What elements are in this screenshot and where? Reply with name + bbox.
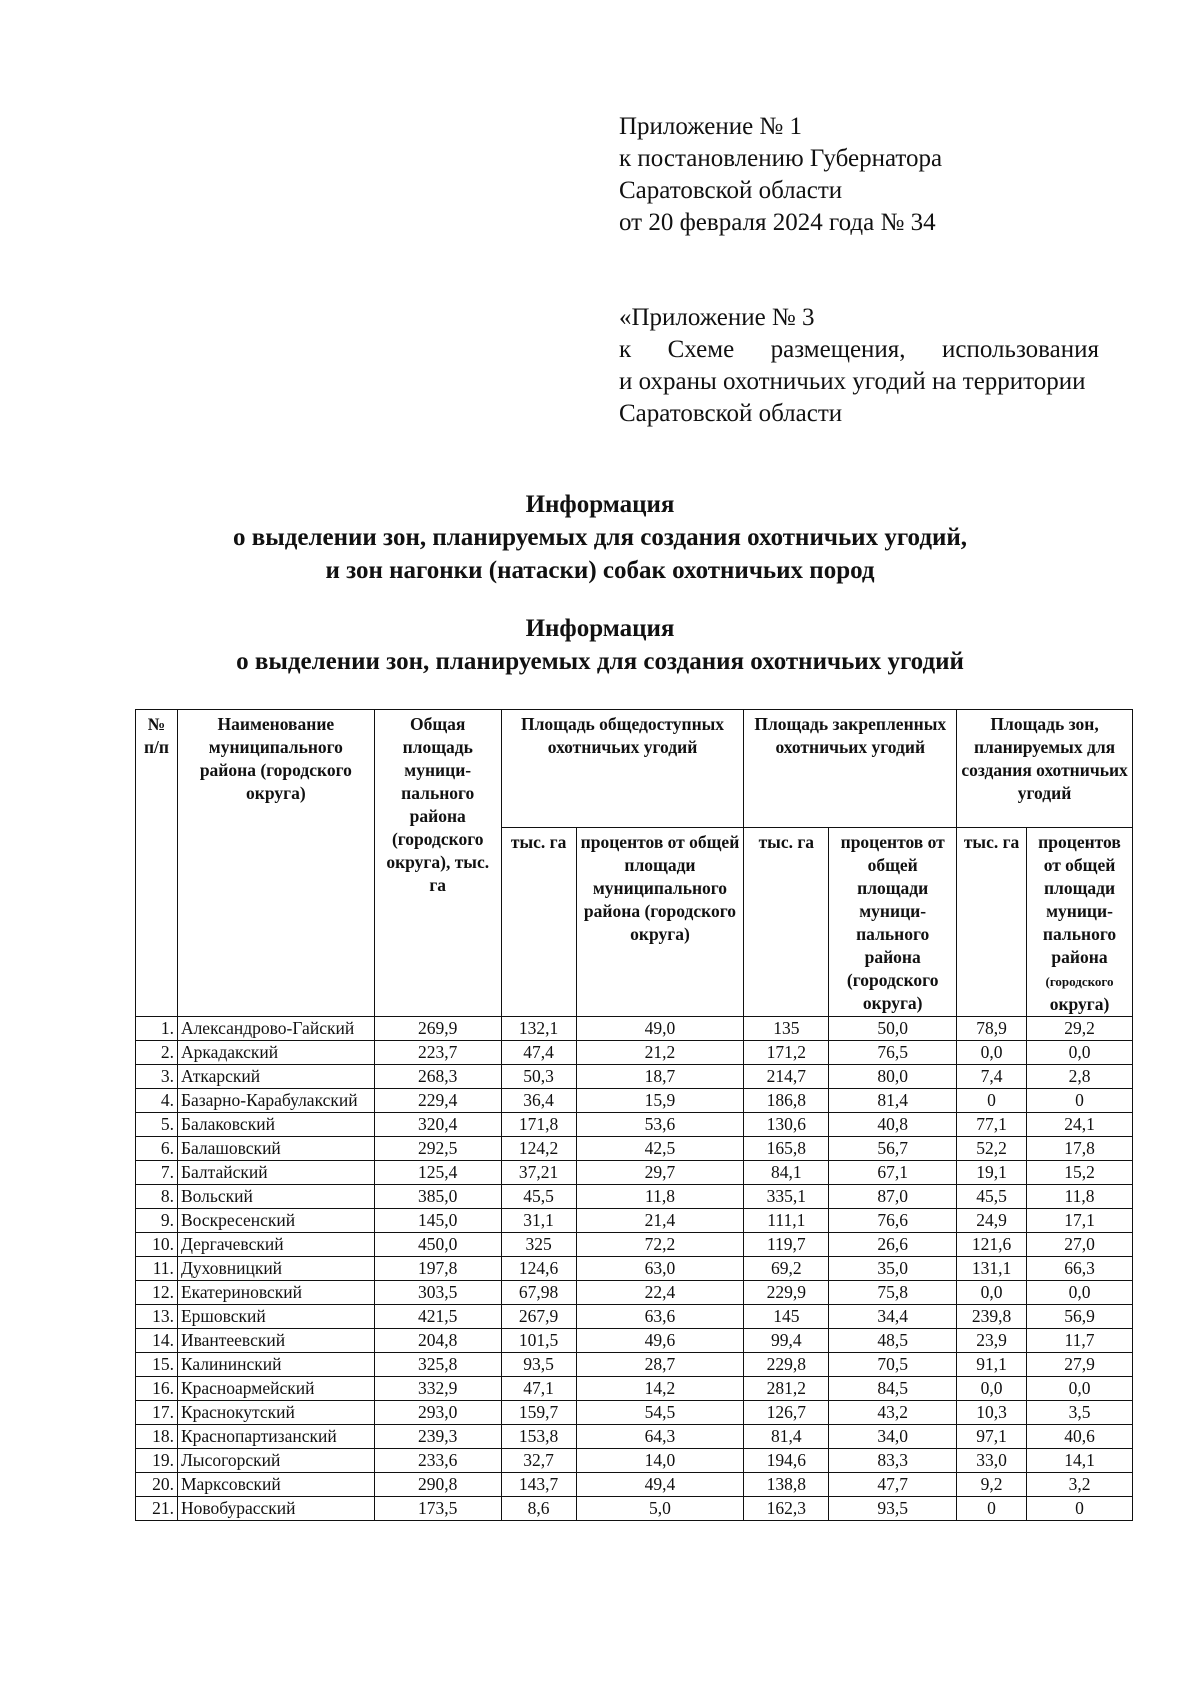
table-row — [136, 1185, 1133, 1209]
district-name: Краснопартизанский — [177, 1425, 374, 1449]
total-area: 325,8 — [374, 1353, 501, 1377]
district-name: Ершовский — [177, 1305, 374, 1329]
assigned-thous-ha: 229,8 — [744, 1353, 829, 1377]
heading-line: о выделении зон, планируемых для создания охотничьих угодий — [236, 648, 964, 675]
public-pct: 18,7 — [576, 1065, 744, 1089]
table-row — [136, 1113, 1133, 1137]
planned-pct: 0 — [1027, 1089, 1133, 1113]
row-number: 11. — [136, 1257, 178, 1281]
assigned-pct: 81,4 — [829, 1089, 957, 1113]
total-area: 290,8 — [374, 1473, 501, 1497]
appendix-3-line: к Схеме размещения, использования — [619, 336, 1099, 363]
total-area: 173,5 — [374, 1497, 501, 1521]
planned-pct: 3,5 — [1027, 1401, 1133, 1425]
table-row — [136, 1065, 1133, 1089]
public-thous-ha: 325 — [501, 1233, 576, 1257]
district-name: Марксовский — [177, 1473, 374, 1497]
assigned-pct: 80,0 — [829, 1065, 957, 1089]
public-pct: 14,2 — [576, 1377, 744, 1401]
planned-pct: 3,2 — [1027, 1473, 1133, 1497]
planned-thous-ha: 45,5 — [957, 1185, 1027, 1209]
public-pct: 21,2 — [576, 1041, 744, 1065]
assigned-thous-ha: 229,9 — [744, 1281, 829, 1305]
planned-pct: 24,1 — [1027, 1113, 1133, 1137]
table-row — [136, 1425, 1133, 1449]
public-pct: 72,2 — [576, 1233, 744, 1257]
total-area: 239,3 — [374, 1425, 501, 1449]
assigned-pct: 75,8 — [829, 1281, 957, 1305]
planned-pct: 14,1 — [1027, 1449, 1133, 1473]
row-number: 4. — [136, 1089, 178, 1113]
total-area: 450,0 — [374, 1233, 501, 1257]
assigned-thous-ha: 119,7 — [744, 1233, 829, 1257]
total-area: 197,8 — [374, 1257, 501, 1281]
public-pct: 5,0 — [576, 1497, 744, 1521]
planned-pct: 0,0 — [1027, 1281, 1133, 1305]
district-name: Дергачевский — [177, 1233, 374, 1257]
total-area: 229,4 — [374, 1089, 501, 1113]
table-row — [136, 1497, 1133, 1521]
assigned-thous-ha: 69,2 — [744, 1257, 829, 1281]
assigned-pct: 56,7 — [829, 1137, 957, 1161]
district-name: Александрово-Гайский — [177, 1017, 374, 1041]
assigned-pct: 83,3 — [829, 1449, 957, 1473]
table-row — [136, 1233, 1133, 1257]
public-thous-ha: 50,3 — [501, 1065, 576, 1089]
public-pct: 49,0 — [576, 1017, 744, 1041]
public-thous-ha: 47,4 — [501, 1041, 576, 1065]
row-number: 2. — [136, 1041, 178, 1065]
planned-pct: 29,2 — [1027, 1017, 1133, 1041]
planned-thous-ha: 91,1 — [957, 1353, 1027, 1377]
assigned-pct: 43,2 — [829, 1401, 957, 1425]
total-area: 293,0 — [374, 1401, 501, 1425]
row-number: 15. — [136, 1353, 178, 1377]
assigned-pct: 70,5 — [829, 1353, 957, 1377]
table-row — [136, 1137, 1133, 1161]
row-number: 9. — [136, 1209, 178, 1233]
header-public-area: Площадь общедоступных охотничьих угодий — [501, 710, 744, 828]
subheader-planned-thous-ha: тыс. га — [957, 828, 1027, 1017]
subheader-assigned-thous-ha: тыс. га — [744, 828, 829, 1017]
table-row — [136, 1161, 1133, 1185]
assigned-pct: 34,4 — [829, 1305, 957, 1329]
public-pct: 49,6 — [576, 1329, 744, 1353]
district-name: Ивантеевский — [177, 1329, 374, 1353]
zones-table — [135, 709, 1133, 1521]
row-number: 16. — [136, 1377, 178, 1401]
table-row — [136, 1473, 1133, 1497]
planned-thous-ha: 0 — [957, 1497, 1027, 1521]
total-area: 303,5 — [374, 1281, 501, 1305]
table-row — [136, 1305, 1133, 1329]
table-row — [136, 1209, 1133, 1233]
assigned-thous-ha: 126,7 — [744, 1401, 829, 1425]
total-area: 292,5 — [374, 1137, 501, 1161]
public-thous-ha: 159,7 — [501, 1401, 576, 1425]
public-thous-ha: 36,4 — [501, 1089, 576, 1113]
public-thous-ha: 45,5 — [501, 1185, 576, 1209]
district-name: Балтайский — [177, 1161, 374, 1185]
table-row — [136, 1257, 1133, 1281]
planned-thous-ha: 0,0 — [957, 1281, 1027, 1305]
planned-pct: 15,2 — [1027, 1161, 1133, 1185]
planned-pct: 17,1 — [1027, 1209, 1133, 1233]
total-area: 223,7 — [374, 1041, 501, 1065]
row-number: 7. — [136, 1161, 178, 1185]
table-row — [136, 1401, 1133, 1425]
appendix-3-line: Саратовской области — [619, 400, 843, 427]
public-pct: 29,7 — [576, 1161, 744, 1185]
public-pct: 54,5 — [576, 1401, 744, 1425]
row-number: 5. — [136, 1113, 178, 1137]
public-thous-ha: 124,6 — [501, 1257, 576, 1281]
assigned-thous-ha: 335,1 — [744, 1185, 829, 1209]
assigned-pct: 84,5 — [829, 1377, 957, 1401]
row-number: 19. — [136, 1449, 178, 1473]
public-pct: 49,4 — [576, 1473, 744, 1497]
planned-thous-ha: 77,1 — [957, 1113, 1027, 1137]
public-pct: 15,9 — [576, 1089, 744, 1113]
table-row — [136, 1017, 1133, 1041]
table-row — [136, 1329, 1133, 1353]
public-thous-ha: 101,5 — [501, 1329, 576, 1353]
appendix-3-line: «Приложение № 3 — [619, 304, 815, 331]
table-row — [136, 1089, 1133, 1113]
header-assigned-area: Площадь закрепленных охотничьих угодий — [744, 710, 957, 828]
assigned-thous-ha: 111,1 — [744, 1209, 829, 1233]
public-pct: 53,6 — [576, 1113, 744, 1137]
assigned-thous-ha: 99,4 — [744, 1329, 829, 1353]
assigned-pct: 93,5 — [829, 1497, 957, 1521]
planned-thous-ha: 9,2 — [957, 1473, 1027, 1497]
district-name: Базарно-Карабулакский — [177, 1089, 374, 1113]
assigned-thous-ha: 145 — [744, 1305, 829, 1329]
assigned-thous-ha: 214,7 — [744, 1065, 829, 1089]
planned-pct: 11,7 — [1027, 1329, 1133, 1353]
header-planned-area: Площадь зон, планируемых для создания охотничьих угодий — [957, 710, 1133, 828]
planned-pct: 66,3 — [1027, 1257, 1133, 1281]
assigned-thous-ha: 135 — [744, 1017, 829, 1041]
row-number: 21. — [136, 1497, 178, 1521]
assigned-pct: 34,0 — [829, 1425, 957, 1449]
public-pct: 14,0 — [576, 1449, 744, 1473]
district-name: Балашовский — [177, 1137, 374, 1161]
header-total-area: Общая площадь муници-пального района (городского округа), тыс. га — [374, 710, 501, 1017]
planned-pct: 40,6 — [1027, 1425, 1133, 1449]
total-area: 385,0 — [374, 1185, 501, 1209]
row-number: 1. — [136, 1017, 178, 1041]
subheader-planned-pct — [1027, 828, 1133, 1017]
assigned-pct: 76,6 — [829, 1209, 957, 1233]
main-heading — [0, 488, 1200, 587]
planned-thous-ha: 78,9 — [957, 1017, 1027, 1041]
public-pct: 11,8 — [576, 1185, 744, 1209]
planned-thous-ha: 97,1 — [957, 1425, 1027, 1449]
district-name: Аркадакский — [177, 1041, 374, 1065]
planned-pct: 27,9 — [1027, 1353, 1133, 1377]
public-thous-ha: 267,9 — [501, 1305, 576, 1329]
public-pct: 64,3 — [576, 1425, 744, 1449]
district-name: Вольский — [177, 1185, 374, 1209]
assigned-pct: 35,0 — [829, 1257, 957, 1281]
assigned-pct: 67,1 — [829, 1161, 957, 1185]
appendix-1-block — [619, 111, 1099, 239]
appendix-3-block — [619, 302, 1099, 430]
assigned-thous-ha: 130,6 — [744, 1113, 829, 1137]
public-thous-ha: 47,1 — [501, 1377, 576, 1401]
assigned-thous-ha: 138,8 — [744, 1473, 829, 1497]
appendix-1-line: Саратовской области — [619, 177, 843, 204]
public-thous-ha: 124,2 — [501, 1137, 576, 1161]
assigned-pct: 47,7 — [829, 1473, 957, 1497]
planned-thous-ha: 131,1 — [957, 1257, 1027, 1281]
planned-thous-ha: 0,0 — [957, 1041, 1027, 1065]
planned-thous-ha: 239,8 — [957, 1305, 1027, 1329]
assigned-pct: 26,6 — [829, 1233, 957, 1257]
appendix-1-line: Приложение № 1 — [619, 113, 803, 140]
public-thous-ha: 171,8 — [501, 1113, 576, 1137]
appendix-3-line: и охраны охотничьих угодий на территории — [619, 368, 1086, 395]
table-header-row — [136, 710, 1133, 828]
total-area: 125,4 — [374, 1161, 501, 1185]
assigned-thous-ha: 162,3 — [744, 1497, 829, 1521]
planned-pct: 0,0 — [1027, 1377, 1133, 1401]
appendix-1-line: к постановлению Губернатора — [619, 145, 943, 172]
public-thous-ha: 132,1 — [501, 1017, 576, 1041]
public-thous-ha: 153,8 — [501, 1425, 576, 1449]
district-name: Духовницкий — [177, 1257, 374, 1281]
assigned-thous-ha: 81,4 — [744, 1425, 829, 1449]
planned-thous-ha: 24,9 — [957, 1209, 1027, 1233]
row-number: 14. — [136, 1329, 178, 1353]
table-row — [136, 1377, 1133, 1401]
planned-pct: 17,8 — [1027, 1137, 1133, 1161]
table-row — [136, 1041, 1133, 1065]
district-name: Екатериновский — [177, 1281, 374, 1305]
assigned-pct: 87,0 — [829, 1185, 957, 1209]
public-thous-ha: 31,1 — [501, 1209, 576, 1233]
district-name: Красноармейский — [177, 1377, 374, 1401]
district-name: Краснокутский — [177, 1401, 374, 1425]
planned-thous-ha: 0 — [957, 1089, 1027, 1113]
planned-thous-ha: 0,0 — [957, 1377, 1027, 1401]
public-pct: 28,7 — [576, 1353, 744, 1377]
row-number: 18. — [136, 1425, 178, 1449]
subheader-public-thous-ha: тыс. га — [501, 828, 576, 1017]
header-num: № п/п — [136, 710, 178, 1017]
public-pct: 42,5 — [576, 1137, 744, 1161]
district-name: Аткарский — [177, 1065, 374, 1089]
assigned-thous-ha: 281,2 — [744, 1377, 829, 1401]
subheader-planned-pct-text: процентов от общей площади муници-пального района — [1038, 832, 1121, 967]
planned-pct: 56,9 — [1027, 1305, 1133, 1329]
row-number: 6. — [136, 1137, 178, 1161]
appendix-1-line: от 20 февраля 2024 года № 34 — [619, 209, 936, 236]
public-pct: 63,0 — [576, 1257, 744, 1281]
table-row — [136, 1281, 1133, 1305]
planned-pct: 0 — [1027, 1497, 1133, 1521]
total-area: 269,9 — [374, 1017, 501, 1041]
heading-line: Информация — [525, 491, 675, 518]
public-pct: 22,4 — [576, 1281, 744, 1305]
heading-line: и зон нагонки (натаски) собак охотничьих пород — [325, 557, 875, 584]
public-thous-ha: 32,7 — [501, 1449, 576, 1473]
planned-pct: 2,8 — [1027, 1065, 1133, 1089]
planned-pct: 27,0 — [1027, 1233, 1133, 1257]
row-number: 8. — [136, 1185, 178, 1209]
total-area: 145,0 — [374, 1209, 501, 1233]
planned-thous-ha: 121,6 — [957, 1233, 1027, 1257]
row-number: 17. — [136, 1401, 178, 1425]
subheader-planned-pct-text: (городского — [1045, 974, 1114, 989]
planned-pct: 0,0 — [1027, 1041, 1133, 1065]
planned-thous-ha: 52,2 — [957, 1137, 1027, 1161]
row-number: 20. — [136, 1473, 178, 1497]
total-area: 233,6 — [374, 1449, 501, 1473]
assigned-pct: 48,5 — [829, 1329, 957, 1353]
planned-thous-ha: 23,9 — [957, 1329, 1027, 1353]
heading-line: Информация — [525, 615, 675, 642]
total-area: 332,9 — [374, 1377, 501, 1401]
assigned-pct: 40,8 — [829, 1113, 957, 1137]
public-pct: 21,4 — [576, 1209, 744, 1233]
table-body — [136, 1017, 1133, 1521]
assigned-thous-ha: 171,2 — [744, 1041, 829, 1065]
district-name: Лысогорский — [177, 1449, 374, 1473]
public-pct: 63,6 — [576, 1305, 744, 1329]
total-area: 320,4 — [374, 1113, 501, 1137]
planned-thous-ha: 10,3 — [957, 1401, 1027, 1425]
assigned-pct: 76,5 — [829, 1041, 957, 1065]
district-name: Новобурасский — [177, 1497, 374, 1521]
public-thous-ha: 37,21 — [501, 1161, 576, 1185]
total-area: 421,5 — [374, 1305, 501, 1329]
table-row — [136, 1449, 1133, 1473]
assigned-thous-ha: 165,8 — [744, 1137, 829, 1161]
assigned-pct: 50,0 — [829, 1017, 957, 1041]
planned-thous-ha: 7,4 — [957, 1065, 1027, 1089]
public-thous-ha: 93,5 — [501, 1353, 576, 1377]
public-thous-ha: 67,98 — [501, 1281, 576, 1305]
row-number: 13. — [136, 1305, 178, 1329]
planned-thous-ha: 19,1 — [957, 1161, 1027, 1185]
subheader-planned-pct-text: округа) — [1049, 994, 1110, 1014]
assigned-thous-ha: 186,8 — [744, 1089, 829, 1113]
assigned-thous-ha: 194,6 — [744, 1449, 829, 1473]
total-area: 204,8 — [374, 1329, 501, 1353]
assigned-thous-ha: 84,1 — [744, 1161, 829, 1185]
district-name: Воскресенский — [177, 1209, 374, 1233]
planned-pct: 11,8 — [1027, 1185, 1133, 1209]
public-thous-ha: 8,6 — [501, 1497, 576, 1521]
table-heading — [0, 612, 1200, 678]
heading-line: о выделении зон, планируемых для создания охотничьих угодий, — [232, 524, 968, 551]
planned-thous-ha: 33,0 — [957, 1449, 1027, 1473]
table-row — [136, 1353, 1133, 1377]
district-name: Балаковский — [177, 1113, 374, 1137]
subheader-assigned-pct: процентов от общей площади муници-пального района (городского округа) — [829, 828, 957, 1017]
subheader-public-pct: процентов от общей площади муниципального района (городского округа) — [576, 828, 744, 1017]
row-number: 10. — [136, 1233, 178, 1257]
row-number: 12. — [136, 1281, 178, 1305]
row-number: 3. — [136, 1065, 178, 1089]
header-name: Наименование муниципального района (городского округа) — [177, 710, 374, 1017]
public-thous-ha: 143,7 — [501, 1473, 576, 1497]
district-name: Калининский — [177, 1353, 374, 1377]
total-area: 268,3 — [374, 1065, 501, 1089]
